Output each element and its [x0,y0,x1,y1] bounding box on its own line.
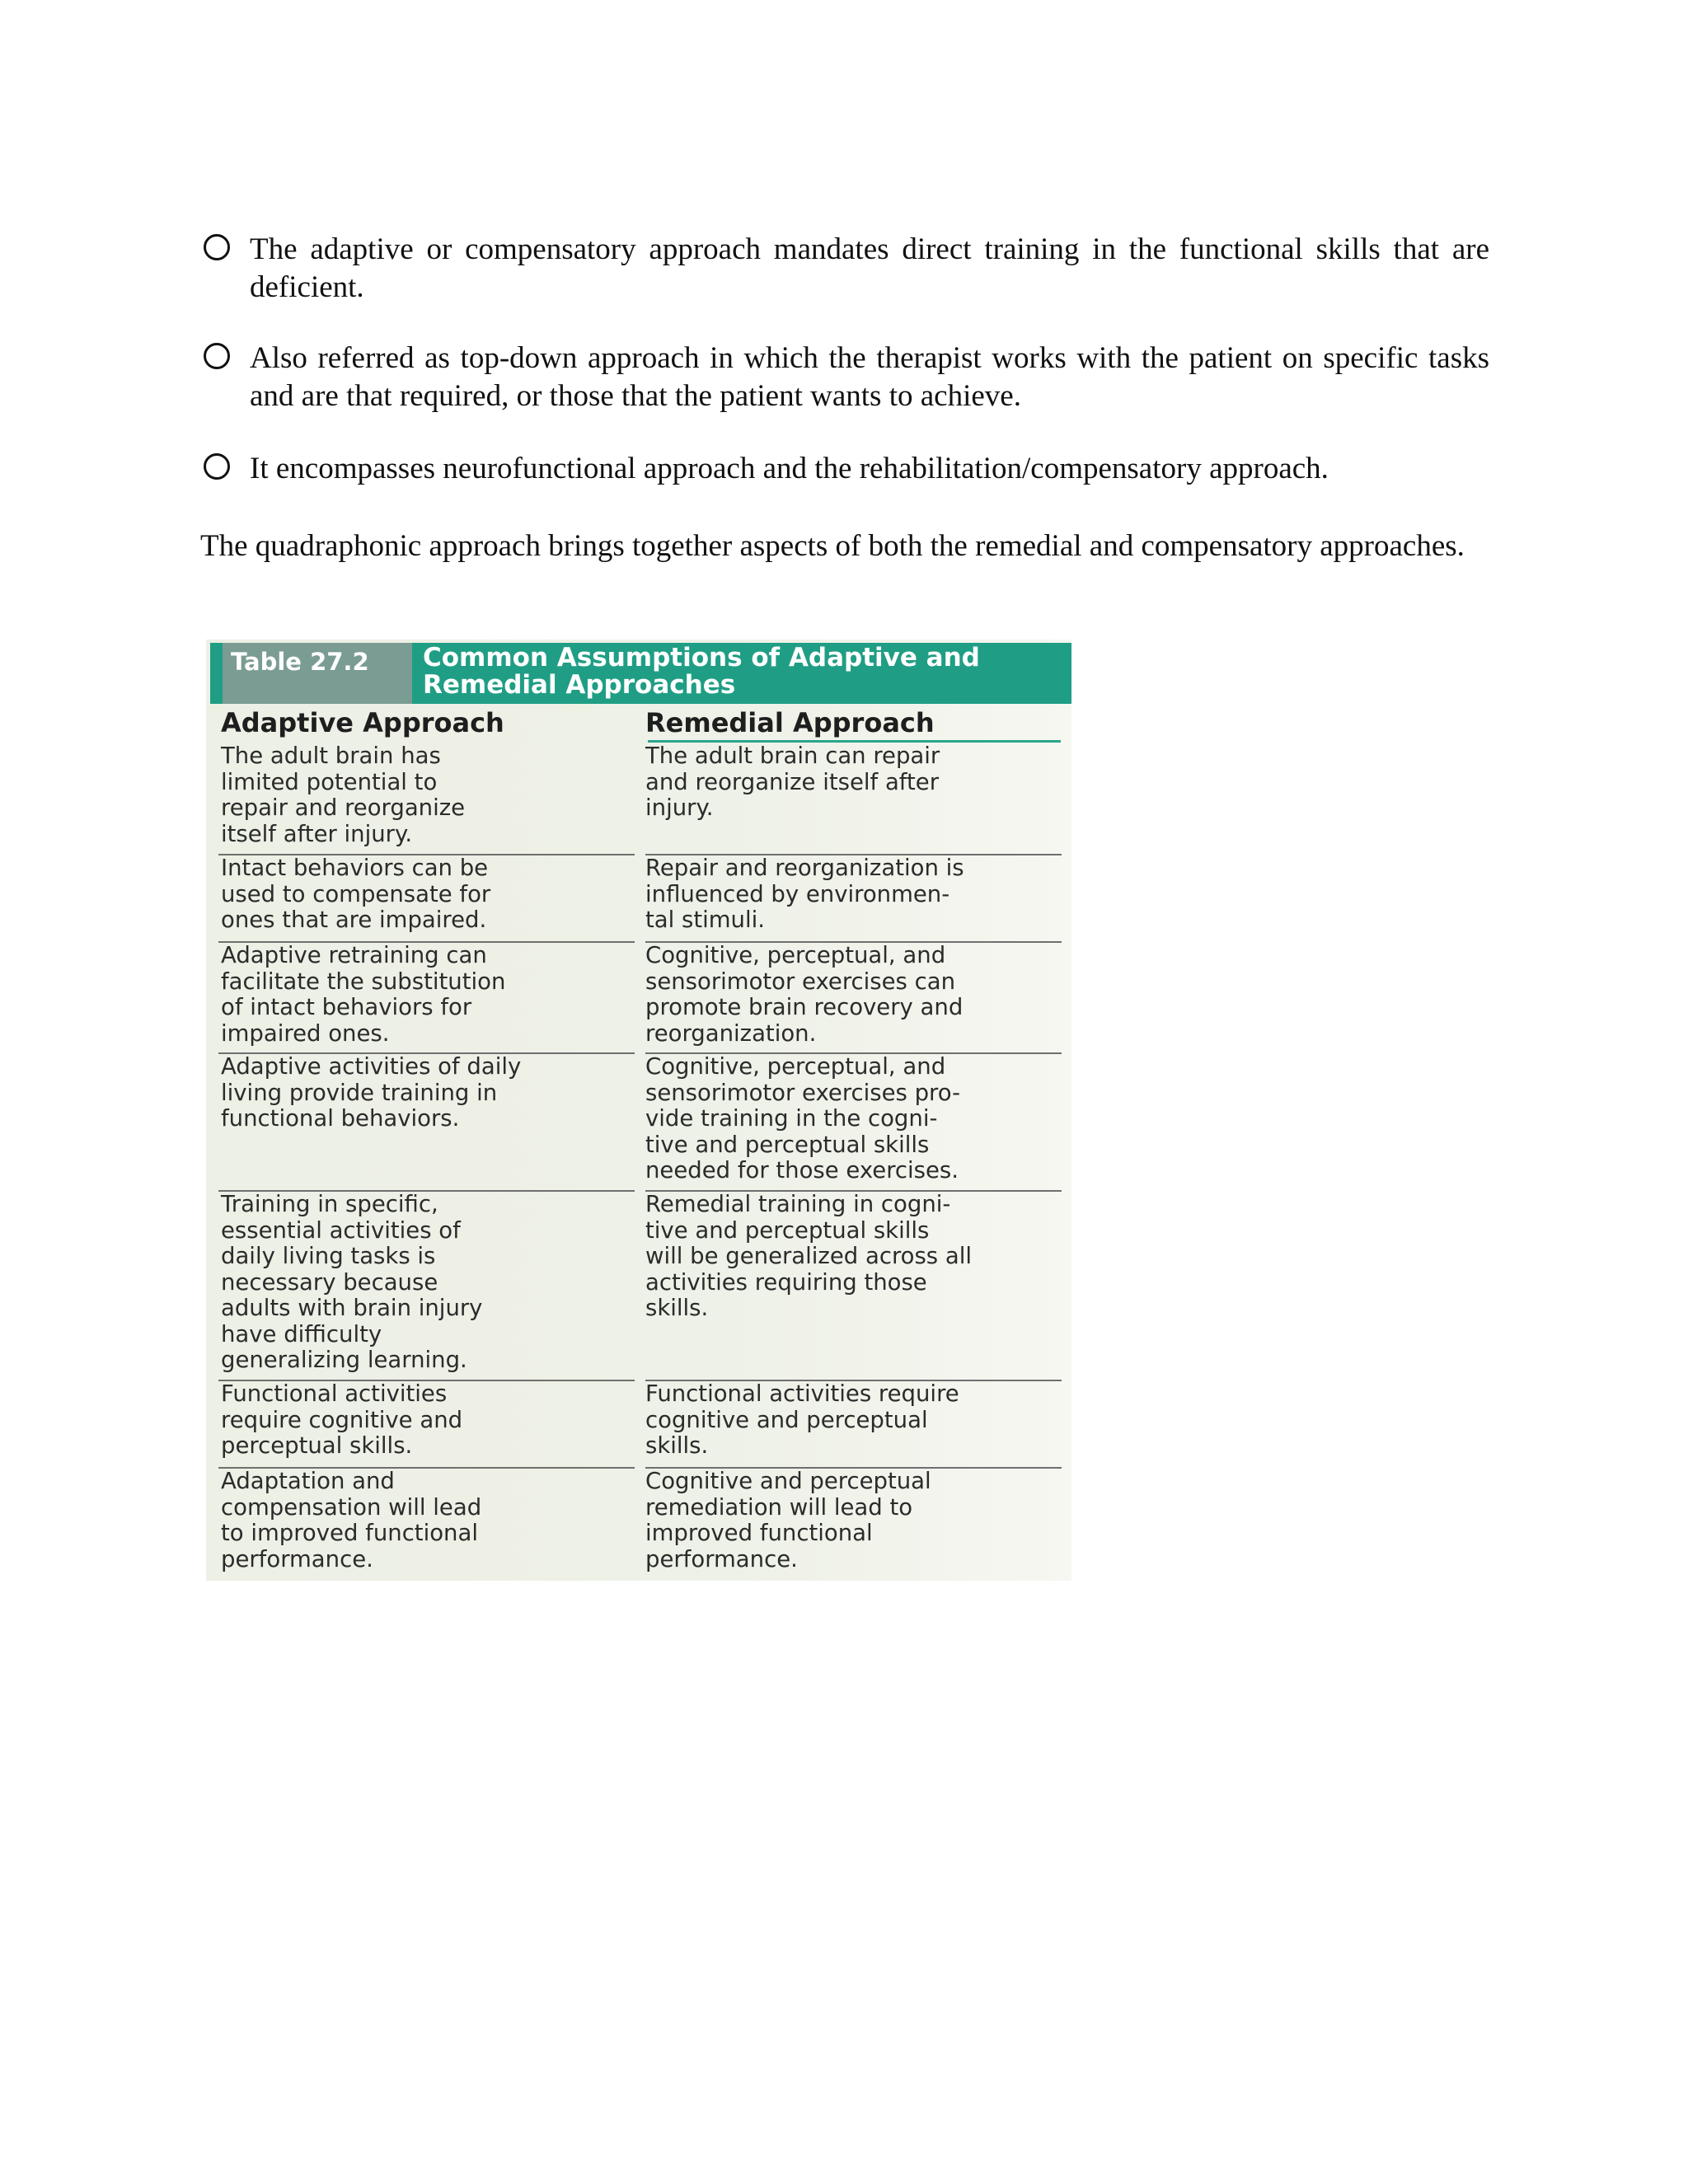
table-figure [206,640,1071,1581]
table-cell-adaptive: Intact behaviors can be used to compensate for ones that are impaired. [221,855,491,933]
table-cell-adaptive: Adaptive activities of daily living provide training in functional behaviors. [221,1053,522,1132]
column-header-remedial: Remedial Approach [645,707,935,738]
bullet-item [204,231,1489,307]
circle-bullet-icon [204,453,230,480]
table-title: Common Assumptions of Adaptive and Remedial Approaches [423,643,980,700]
table-cell-adaptive: Training in specific, essential activities of daily living tasks is necessary because adults with brain injury have difficulty generalizing learning. [221,1191,483,1373]
column-header-adaptive: Adaptive Approach [221,707,504,738]
bullet-item [204,340,1489,415]
bullet-text: Also referred as top-down approach in which the therapist works with the patient on specific tasks and are that required, or those that the patient wants to achieve. [250,341,1489,413]
table-cell-remedial: Repair and reorganization is influenced by environmen- tal stimuli. [645,855,964,933]
table-cell-remedial: Remedial training in cogni- tive and perceptual skills will be generalized across all activities requiring those skills. [645,1191,973,1321]
table-cell-remedial: Functional activities require cognitive and perceptual skills. [645,1380,959,1459]
circle-bullet-icon [204,343,230,369]
summary-paragraph: The quadraphonic approach brings together aspects of both the remedial and compensatory approaches. [200,529,1465,563]
table-cell-remedial: Cognitive and perceptual remediation will lead to improved functional performance. [645,1468,931,1572]
table-cell-remedial: Cognitive, perceptual, and sensorimotor exercises pro- vide training in the cogni- tive and perceptual skills needed for those exercises. [645,1053,961,1183]
table-cell-adaptive: Adaptation and compensation will lead to improved functional performance. [221,1468,482,1572]
bullet-text: The adaptive or compensatory approach mandates direct training in the functional skills that are deficient. [250,232,1489,304]
table-cell-remedial: Cognitive, perceptual, and sensorimotor exercises can promote brain recovery and reorganization. [645,942,964,1047]
table-cell-adaptive: Adaptive retraining can facilitate the substitution of intact behaviors for impaired ones. [221,942,506,1047]
table-cell-remedial: The adult brain can repair and reorganize itself after injury. [645,743,940,821]
circle-bullet-icon [204,234,230,260]
table-cell-adaptive: Functional activities require cognitive and perceptual skills. [221,1380,463,1459]
table-header [210,643,1071,704]
bullet-text: It encompasses neurofunctional approach and the rehabilitation/compensatory approach. [250,452,1329,485]
table-cell-adaptive: The adult brain has limited potential to repair and reorganize itself after injury. [221,743,466,847]
table-number: Table 27.2 [223,643,412,704]
bullet-item [204,450,1489,488]
